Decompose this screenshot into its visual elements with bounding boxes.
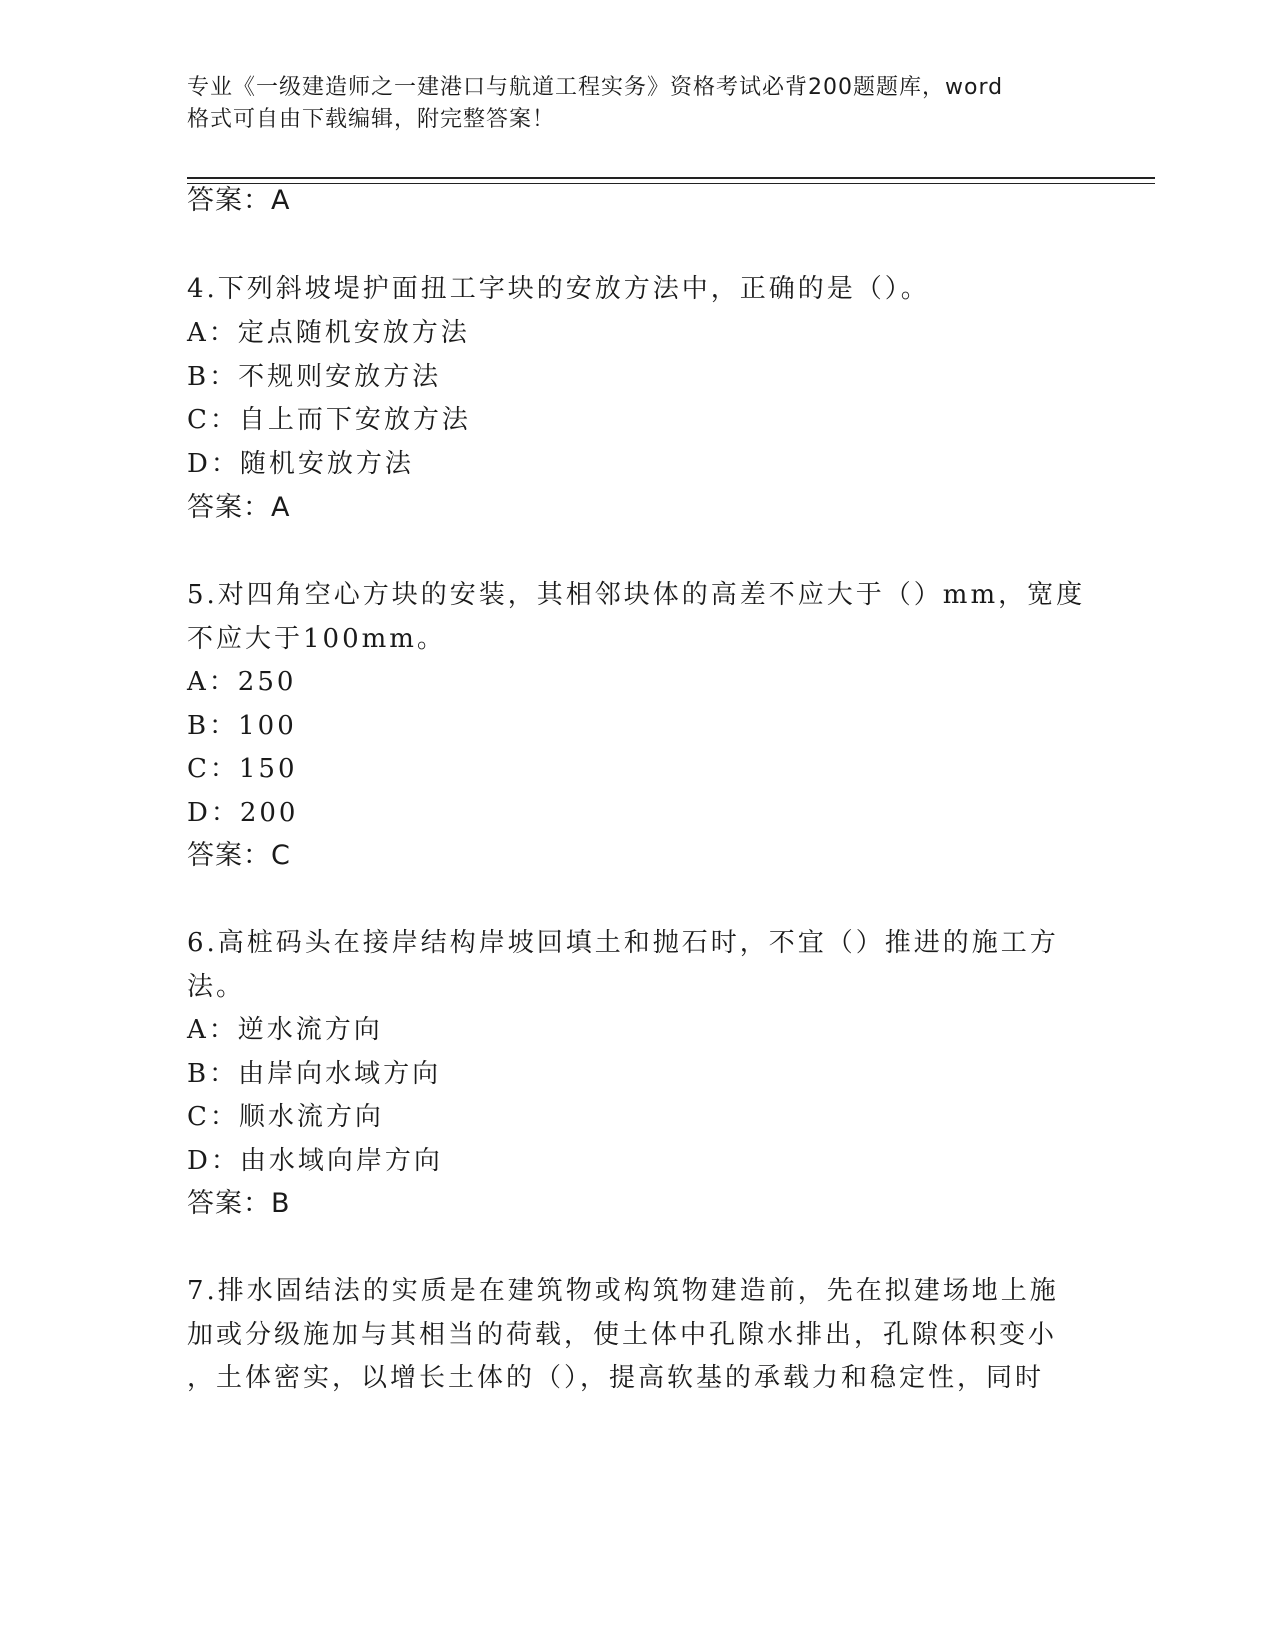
- question-stem: 4.下列斜坡堤护面扭工字块的安放方法中，正确的是（）。: [187, 274, 930, 304]
- question-stem-line-2: 法。: [187, 972, 246, 1002]
- option-c: C：自上而下安放方法: [187, 405, 471, 435]
- option-d: D：由水域向岸方向: [187, 1146, 443, 1176]
- header-line-1: 专业《一级建造师之一建港口与航道工程实务》资格考试必背200题题库，word: [187, 75, 1004, 100]
- question-stem-line-1: 5.对四角空心方块的安装，其相邻块体的高差不应大于（）mm，宽度: [187, 580, 1086, 610]
- answer-prev: 答案：A: [187, 185, 291, 216]
- option-a: A：250: [187, 667, 297, 697]
- option-a: A：逆水流方向: [187, 1015, 383, 1045]
- option-d: D：随机安放方法: [187, 449, 414, 479]
- question-stem-line-1: 6.高桩码头在接岸结构岸坡回填土和抛石时，不宜（）推进的施工方: [187, 928, 1059, 958]
- header-rule-thick: [187, 177, 1155, 179]
- question-stem-line-2: 加或分级施加与其相当的荷载，使土体中孔隙水排出，孔隙体积变小: [187, 1320, 1058, 1350]
- answer: 答案：A: [187, 492, 291, 523]
- answer: 答案：C: [187, 840, 291, 871]
- option-d: D：200: [187, 798, 299, 828]
- header-line-2: 格式可自由下载编辑，附完整答案！: [187, 107, 556, 132]
- document-header: [187, 72, 1067, 136]
- option-c: C：顺水流方向: [187, 1102, 384, 1132]
- answer: 答案：B: [187, 1188, 291, 1219]
- question-stem-line-1: 7.排水固结法的实质是在建筑物或构筑物建造前，先在拟建场地上施: [187, 1276, 1059, 1306]
- option-c: C：150: [187, 754, 298, 784]
- header-rule-thin: [187, 183, 1155, 184]
- option-a: A：定点随机安放方法: [187, 318, 470, 348]
- option-b: B：100: [187, 711, 297, 741]
- option-b: B：由岸向水域方向: [187, 1059, 442, 1089]
- question-stem-line-2: 不应大于100mm。: [187, 624, 446, 654]
- option-b: B：不规则安放方法: [187, 362, 442, 392]
- question-stem-line-3: ，土体密实，以增长土体的（），提高软基的承载力和稳定性，同时: [187, 1363, 1045, 1393]
